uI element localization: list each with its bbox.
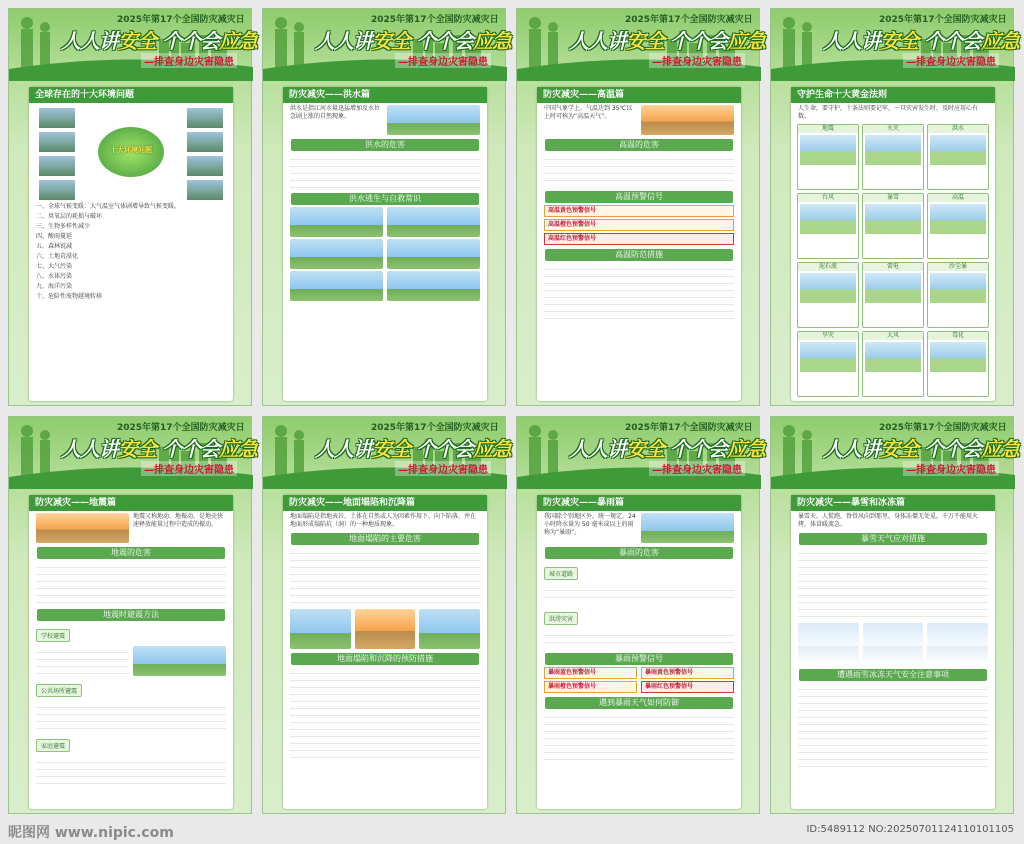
flood-illustration [387, 105, 480, 135]
rain-illustration [641, 513, 734, 543]
subsidence-illustration [419, 609, 480, 649]
content-card [791, 87, 995, 401]
warning-signal: 高温黄色预警信号 [544, 205, 734, 217]
site-watermark: 昵图网 www.nipic.com [8, 825, 174, 841]
list-item: 三、生物多样性减少 [36, 223, 91, 230]
list-item: 一、全球气候变暖：大气温室气体剧增导致气候变暖。 [36, 203, 181, 210]
subsection-badge: 城市道路 [544, 567, 578, 580]
panel-title: 防灾减灾——洪水篇 [283, 87, 487, 103]
poster-snow-ice [770, 416, 1019, 814]
section-title: 高温的危害 [545, 139, 733, 151]
rule-cell: 火灾 [862, 124, 924, 190]
slogan: 人人讲安全 个个会应急 [823, 29, 1019, 53]
rule-cell: 毒化 [927, 331, 989, 397]
section-title: 地震时避震方法 [37, 609, 225, 621]
panel-title: 防灾减灾——地震篇 [29, 495, 233, 511]
section-title: 地面塌陷和沉降的预防措施 [291, 653, 479, 665]
poster-flood [262, 8, 511, 406]
panel-title: 防灾减灾——暴雪和冰冻篇 [791, 495, 995, 511]
warning-signal: 暴雨橙色预警信号 [544, 681, 637, 693]
content-card [283, 87, 487, 401]
section-title: 洪水的危害 [291, 139, 479, 151]
content-card [283, 495, 487, 809]
body-text [290, 667, 480, 763]
panel-title: 全球存在的十大环境问题 [29, 87, 233, 103]
poster-subsidence [262, 416, 511, 814]
body-text [290, 153, 480, 189]
year-line: 2025年第17个全国防灾减灾日 [117, 423, 245, 433]
panel-title: 防灾减灾——暴雨篇 [537, 495, 741, 511]
subtitle: —排查身边灾害隐患 [903, 461, 999, 476]
subtitle: —排查身边灾害隐患 [395, 461, 491, 476]
section-title: 地震的危害 [37, 547, 225, 559]
year-line: 2025年第17个全国防灾减灾日 [879, 15, 1007, 25]
subtitle: —排查身边灾害隐患 [395, 53, 491, 68]
intro-text: 我国除个别地区外，统一规定，24 小时降水量为 50 毫米或以上的雨称为“暴雨”。 [544, 513, 636, 536]
snow-illustration [927, 623, 988, 665]
body-text [798, 547, 988, 621]
body-text [290, 547, 480, 607]
subsidence-illustration [290, 609, 351, 649]
poster-rainstorm [516, 416, 765, 814]
year-line: 2025年第17个全国防灾减灾日 [879, 423, 1007, 433]
image-id: ID:5489112 NO:20250701124110101105 [806, 824, 1014, 835]
rule-cell: 地震 [797, 124, 859, 190]
rule-cell: 台风 [797, 193, 859, 259]
intro-text: 人生命，要守护，十条法则要记牢，一旦灾害发生时，及时应用心有数。 [798, 105, 979, 120]
poster-golden-rules [770, 8, 1019, 406]
intro-text: 地震又称地动、地振动，是地壳快速释放能量过程中造成的振动。 [133, 513, 224, 528]
poster-header [771, 9, 1019, 81]
list-item: 八、水体污染 [36, 273, 73, 280]
environment-hub-illustration [36, 105, 226, 201]
intro-text: 洪水是指江河水量迅猛增加及水位急剧上涨的自然现象。 [290, 105, 381, 120]
subtitle: —排查身边灾害隐患 [903, 53, 999, 68]
year-line: 2025年第17个全国防灾减灾日 [117, 15, 245, 25]
rescue-illustration [290, 239, 383, 269]
body-text [544, 711, 734, 763]
rescue-illustration [387, 239, 480, 269]
subsection-badge: 公共场所避震 [36, 684, 82, 697]
warning-signal: 暴雨蓝色预警信号 [544, 667, 637, 679]
section-title: 遇到暴雨天气如何防御 [545, 697, 733, 709]
snow-illustration [863, 623, 924, 665]
poster-header [9, 9, 257, 81]
list-item: 九、海洋污染 [36, 283, 73, 290]
warning-signal: 高温橙色预警信号 [544, 219, 734, 231]
subtitle: —排查身边灾害隐患 [649, 53, 745, 68]
body-text [544, 153, 734, 187]
list-item: 七、大气污染 [36, 263, 73, 270]
rule-cell: 暴雪 [862, 193, 924, 259]
slogan: 人人讲安全 个个会应急 [569, 29, 765, 53]
body-text [36, 561, 226, 605]
year-line: 2025年第17个全国防灾减灾日 [371, 423, 499, 433]
year-line: 2025年第17个全国防灾减灾日 [625, 423, 753, 433]
slogan: 人人讲安全 个个会应急 [315, 437, 511, 461]
section-title: 高温防范措施 [545, 249, 733, 261]
warning-signal: 暴雨红色预警信号 [641, 681, 734, 693]
rule-cell: 大风 [862, 331, 924, 397]
slogan: 人人讲安全 个个会应急 [61, 437, 257, 461]
subtitle: —排查身边灾害隐患 [141, 461, 237, 476]
panel-title: 守护生命十大黄金法则 [791, 87, 995, 103]
intro-text: 地面塌陷是指地表岩、土体在自然或人为因素作用下，向下陷落，并在地面形成塌陷坑（洞）的一种地质现象。 [290, 513, 477, 528]
section-title: 暴雪天气应对措施 [799, 533, 987, 545]
rule-cell: 高温 [927, 193, 989, 259]
year-line: 2025年第17个全国防灾减灾日 [371, 15, 499, 25]
poster-header [263, 9, 511, 81]
subtitle: —排查身边灾害隐患 [141, 53, 237, 68]
content-card [537, 87, 741, 401]
section-title: 地面塌陷的主要危害 [291, 533, 479, 545]
poster-header [263, 417, 511, 489]
content-card [791, 495, 995, 809]
poster-header [517, 9, 765, 81]
subtitle: —排查身边灾害隐患 [649, 461, 745, 476]
slogan: 人人讲安全 个个会应急 [823, 437, 1019, 461]
poster-header [517, 417, 765, 489]
intro-text: 暴雪天，人慌跑，脊骨风向到那里，身体冻僵无处觅，千万不能用火烤，体冒暖流急。 [798, 513, 979, 528]
subsection-badge: 学校避震 [36, 629, 70, 642]
poster-environment [8, 8, 257, 406]
rule-cell: 洪水 [927, 124, 989, 190]
subsection-badge: 家庭避震 [36, 739, 70, 752]
section-title: 遭遇雨雪冰冻天气安全注意事项 [799, 669, 987, 681]
poster-header [9, 417, 257, 489]
list-item: 六、土地荒漠化 [36, 253, 79, 260]
body-text [544, 629, 734, 649]
thermometer-illustration [641, 105, 734, 135]
panel-title: 防灾减灾——地面塌陷和沉降篇 [283, 495, 487, 511]
list-item: 二、臭氧层的耗损与破坏 [36, 213, 103, 220]
content-card [537, 495, 741, 809]
content-card [29, 87, 233, 401]
body-text [36, 701, 226, 731]
slogan: 人人讲安全 个个会应急 [315, 29, 511, 53]
body-text [36, 756, 226, 786]
rescue-illustration [387, 271, 480, 301]
body-text [544, 263, 734, 323]
body-text [544, 584, 734, 604]
section-title: 高温预警信号 [545, 191, 733, 203]
body-text [798, 683, 988, 773]
classroom-illustration [133, 646, 226, 676]
poster-header [771, 417, 1019, 489]
list-item: 十、危险性废物越境转移 [36, 293, 103, 300]
earthquake-illustration [36, 513, 129, 543]
rule-cell: 旱灾 [797, 331, 859, 397]
slogan: 人人讲安全 个个会应急 [569, 437, 765, 461]
poster-earthquake [8, 416, 257, 814]
warning-signal: 高温红色预警信号 [544, 233, 734, 245]
section-title: 暴雨的危害 [545, 547, 733, 559]
poster-grid [8, 8, 1019, 816]
section-title: 暴雨预警信号 [545, 653, 733, 665]
list-item: 五、森林锐减 [36, 243, 73, 250]
rule-cell: 泥石流 [797, 262, 859, 328]
rescue-illustration [387, 207, 480, 237]
slogan: 人人讲安全 个个会应急 [61, 29, 257, 53]
warning-signal: 暴雨黄色预警信号 [641, 667, 734, 679]
content-card [29, 495, 233, 809]
rescue-illustration [290, 271, 383, 301]
rescue-illustration [290, 207, 383, 237]
snow-illustration [798, 623, 859, 665]
panel-title: 防灾减灾——高温篇 [537, 87, 741, 103]
rule-cell: 雷电 [862, 262, 924, 328]
intro-text: 中国气象学上，气温达到 35℃以上时可称为“高温天气”。 [544, 105, 633, 120]
rule-cell: 沙尘暴 [927, 262, 989, 328]
hub-label: 十大环境问题 [110, 146, 152, 154]
poster-heat [516, 8, 765, 406]
rules-grid [797, 124, 989, 397]
subsection-badge: 洪涝灾害 [544, 612, 578, 625]
section-title: 洪水逃生与自救常识 [291, 193, 479, 205]
subsidence-illustration [355, 609, 416, 649]
year-line: 2025年第17个全国防灾减灾日 [625, 15, 753, 25]
list-item: 四、酸雨蔓延 [36, 233, 73, 240]
